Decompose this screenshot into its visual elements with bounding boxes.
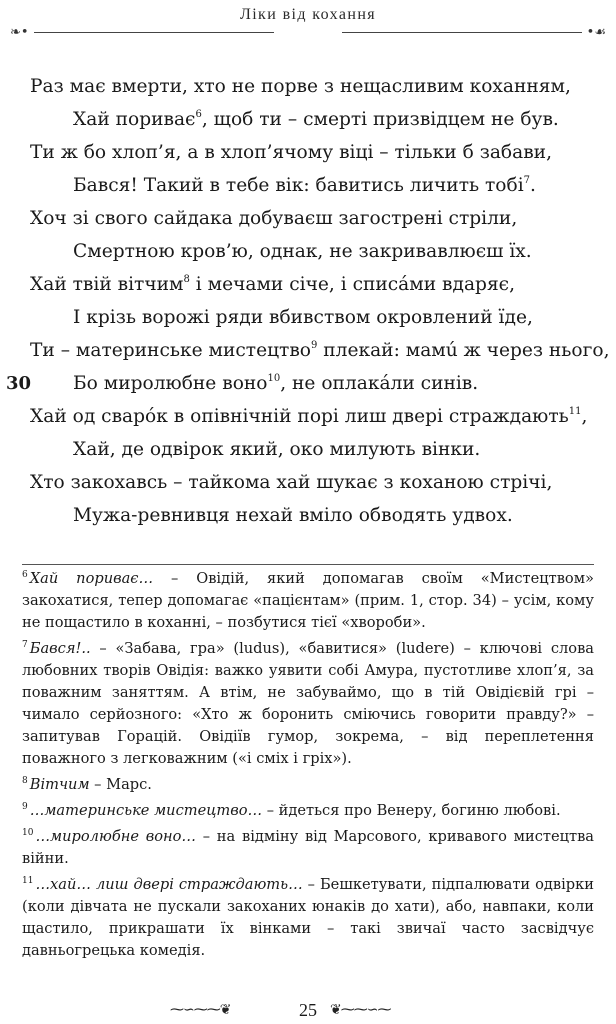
verse-line: Хоч зі свого сайдака добуваєш загострені стріли, [30,208,518,229]
footnote: $^9$ …материнське мистецтво… – йдеться про Венеру, богиню любові. [22,802,561,819]
header-rule-left [34,32,274,33]
footnote-ref[interactable]: 11 [568,406,582,417]
footer-ornament-right-icon: ❦⁓⁓∽⁓ [330,1002,391,1018]
verse-line: Бався! Такий в тебе вік: бавитись личить тобі$^7$. [73,175,536,196]
footnote-term: …миролюбне воно… [35,828,196,845]
verse-line: Ти – материнське мистецтво$^9$ плекай: мамú ж через нього, [30,340,610,361]
footnote: $^{10}$ …миролюбне воно… – на відміну від Марсового, кривавого мистецтва війни. [22,828,594,867]
footer-ornament-left-icon: ⁓∽⁓⁓❦ [170,1002,231,1018]
footnote-ref[interactable]: 9 [310,340,318,351]
footnote-ref[interactable]: 6 [195,109,202,120]
right-ornament-icon: •☙ [586,25,606,40]
footnote-term: Вітчим [29,776,90,793]
page-number: 25 [299,1000,317,1020]
footnote-term: …материнське мистецтво… [29,802,263,819]
footnotes [22,568,594,966]
footnote: $^{11}$ …хай… лиш двері страждають… – Бешкетувати, підпалювати одвірки (коли дівчата не пускали закоханих юнаків до хати), або, навпаки, коли щастило, прикрашати їх вінками – такі звичаї часто засвідчує давньогрецька комедія. [22,876,594,959]
footnote-term: Хай пориває… [29,570,154,587]
footnote-separator [22,564,594,565]
footnote-ref[interactable]: 7 [523,175,531,186]
page-title: Ліки від кохання [239,6,377,23]
verse-line: 30 Бо миролюбне воно$^{10}$, не оплакáли синів. [0,367,616,400]
footnote: $^7$ Бався!.. – «Забава, гра» (ludus), «бавитися» (ludere) – ключові слова любовних творів Овідія: важко уявити собі Амура, пустотливе хлоп’я, за поважним заняттям. А втім, не забуваймо, що в тій Овідієвій грі – чимало серйозного: «Хто ж боронить сміючись говорити правду?» – запитував Горацій. Овідіїв гумор, зокрема, – від переплетення поважного з легковажним («і сміх і гріх»). [22,640,594,767]
verse-line: Раз має вмерти, хто не порве з нещасливим коханням, [30,76,571,97]
verse-line: Хай, де одвірок який, око милують вінки. [73,439,481,460]
verse-line: Смертною кров’ю, однак, не закривавлюєш їх. [73,241,532,262]
footnote-term: Бався!.. [29,640,91,657]
footnote-ref[interactable]: 10 [267,373,281,384]
running-head [0,2,616,40]
footnote: $^6$ Хай пориває… – Овідій, який допомагав своїм «Мистецтвом» закохатися, тепер допомагає «пацієнтам» (прим. 1, стор. 34) – усім, кому не пощастило в коханні, – позбутися тієї «хвороби». [22,570,594,631]
verse-line: Хай од сварóк в опівнічній порі лиш двері страждають$^{11}$, [30,406,588,427]
verse-line: Хай пориває$^6$, щоб ти – смерті призвідцем не був. [73,109,559,130]
header-rule-right [342,32,582,33]
page-footer [0,1000,616,1024]
line-number: 30 [6,373,32,394]
verse-line: Хто закохавсь – тайкома хай шукає з коханою стрічі, [30,472,553,493]
left-ornament-icon: ❧• [10,25,29,40]
verse-line: Ти ж бо хлоп’я, а в хлоп’ячому віці – тільки б забави, [30,142,552,163]
footnote: $^8$ Вітчим – Марс. [22,776,152,793]
footnote-term: …хай… лиш двері страждають… [35,876,303,893]
verse-line: І крізь ворожі ряди вбивством окровлений їде, [73,307,533,328]
footnote-ref[interactable]: 8 [183,274,190,285]
verse-line: Хай твій вітчим$^8$ і мечами січе, і списáми вдаряє, [30,274,515,295]
verse-line: Мужа-ревнивця нехай вміло обводять удвох. [73,505,513,526]
